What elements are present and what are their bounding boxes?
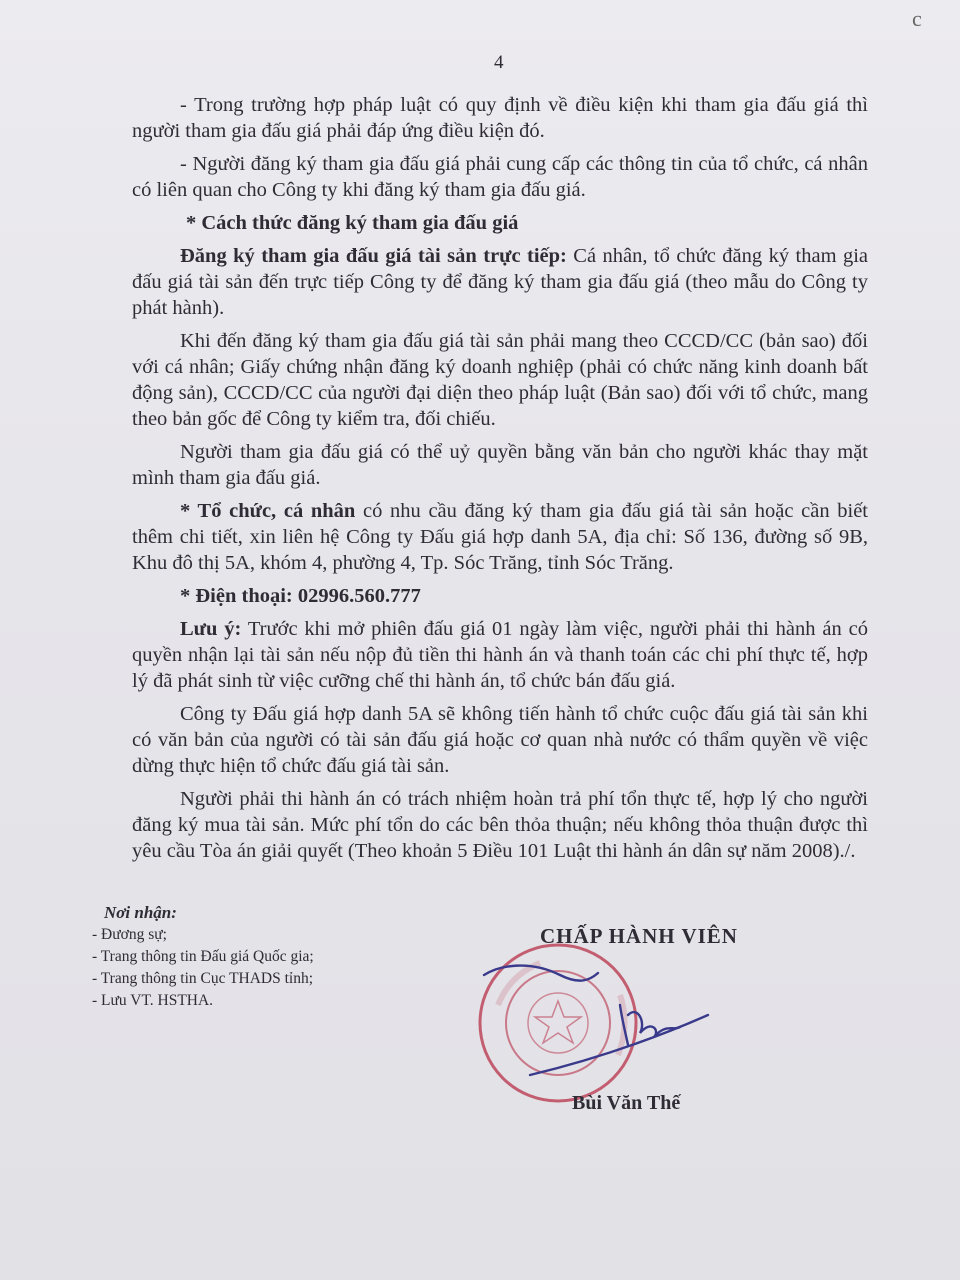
paragraph-conditions: - Trong trường hợp pháp luật có quy định về điều kiện khi tham gia đấu giá thì người tham gia đấu giá phải đáp ứng điều kiện đó. <box>132 94 868 142</box>
paragraph-direct-registration <box>132 243 868 321</box>
phone-line: * Điện thoại: 02996.560.777 <box>180 585 421 607</box>
signer-name: Bùi Văn Thế <box>572 1092 681 1114</box>
note-text: Trước khi mở phiên đấu giá 01 ngày làm việc, người phải thi hành án có quyền nhận lại tài sản nếu nộp đủ tiền thi hành án và thanh toán các chi phí thực tế, hợp lý đã phát sinh từ việc cưỡng chế thi hành án, tổ chức bán đấu giá. <box>132 618 868 692</box>
recipients-title: Nơi nhận: <box>104 903 177 922</box>
note-label: Lưu ý: <box>180 618 242 640</box>
paragraph-contact <box>132 498 868 576</box>
corner-mark: c <box>912 6 922 31</box>
recipient-item: - Trang thông tin Cục THADS tỉnh; <box>92 970 314 987</box>
document-body <box>132 92 868 871</box>
recipients-block <box>92 902 432 1012</box>
recipient-item: - Đương sự; <box>92 926 167 943</box>
page-number: 4 <box>494 52 504 73</box>
direct-registration-text: Cá nhân, tổ chức đăng ký tham gia đấu giá tài sản đến trực tiếp Công ty để đăng ký tham gia đấu giá (theo mẫu do Công ty phát hành). <box>132 245 869 319</box>
paragraph-note <box>132 616 868 694</box>
recipient-item: - Lưu VT. HSTHA. <box>92 992 214 1009</box>
paragraph-documents: Khi đến đăng ký tham gia đấu giá tài sản phải mang theo CCCD/CC (bản sao) đối với cá nhân; Giấy chứng nhận đăng ký doanh nghiệp (phải có chức năng kinh doanh bất động sản), CCCD/CC của người đại diện theo pháp luật (Bản sao) đối với tổ chức, mang theo bản gốc để Công ty kiểm tra, đối chiếu. <box>132 330 868 430</box>
contact-label: * Tổ chức, cá nhân <box>180 500 356 522</box>
paragraph-authorization: Người tham gia đấu giá có thể uỷ quyền bằng văn bản cho người khác thay mặt mình tham gia đấu giá. <box>132 441 868 489</box>
section-heading: * Cách thức đăng ký tham gia đấu giá <box>186 212 519 234</box>
recipient-item: - Trang thông tin Đấu giá Quốc gia; <box>92 948 314 965</box>
direct-registration-label: Đăng ký tham gia đấu giá tài sản trực tiếp: <box>180 245 567 267</box>
signer-title: CHẤP HÀNH VIÊN <box>540 924 738 948</box>
contact-text: có nhu cầu đăng ký tham gia đấu giá tài sản hoặc cần biết thêm chi tiết, xin liên hệ Công ty Đấu giá hợp danh 5A, địa chỉ: Số 136, đường số 9B, Khu đô thị 5A, khóm 4, phường 4, Tp. Sóc Trăng, tỉnh Sóc Trăng. <box>132 500 868 574</box>
paragraph-costs: Người phải thi hành án có trách nhiệm hoàn trả phí tổn thực tế, hợp lý cho người đăng ký mua tài sản. Mức phí tổn do các bên thỏa thuận; nếu không thỏa thuận được thì yêu cầu Tòa án giải quyết (Theo khoản 5 Điều 101 Luật thi hành án dân sự năm 2008)./. <box>132 788 868 862</box>
paragraph-suspension: Công ty Đấu giá hợp danh 5A sẽ không tiến hành tổ chức cuộc đấu giá tài sản khi có văn bản của người có tài sản đấu giá hoặc cơ quan nhà nước có thẩm quyền về việc dừng thực hiện tổ chức đấu giá tài sản. <box>132 703 868 777</box>
paragraph-information: - Người đăng ký tham gia đấu giá phải cung cấp các thông tin của tổ chức, cá nhân có liên quan cho Công ty khi đăng ký tham gia đấu giá. <box>132 153 868 201</box>
